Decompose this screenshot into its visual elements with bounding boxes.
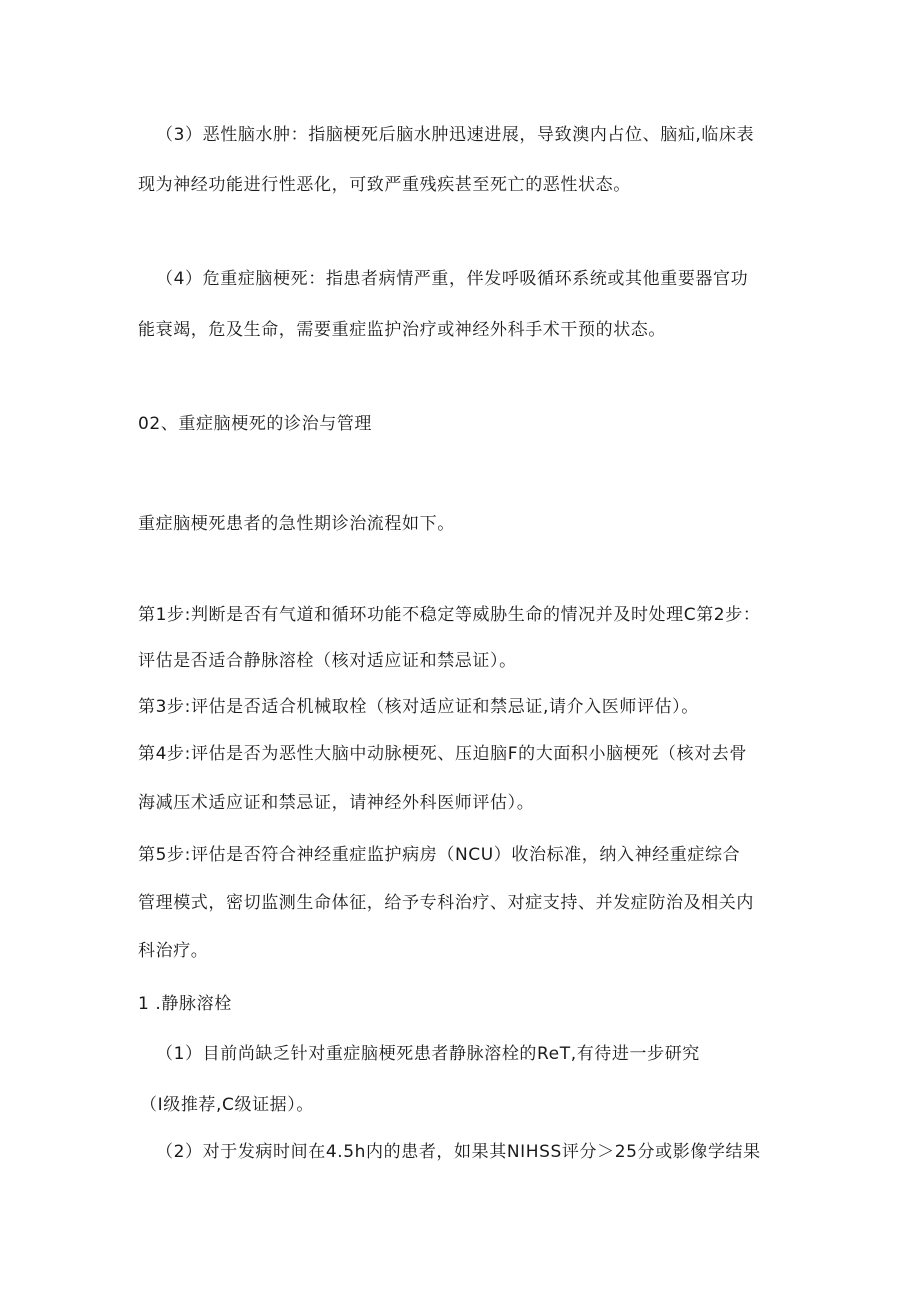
steps-line3: 第3步:评估是否适合机械取栓（核对适应证和禁忌证,请介入医师评估）。 xyxy=(138,697,699,717)
steps-line5: 海减压术适应证和禁忌证，请神经外科医师评估）。 xyxy=(138,793,535,813)
para4-line2: 能衰竭，危及生命，需要重症监护治疗或神经外科手术干预的状态。 xyxy=(138,320,666,340)
intro-paragraph: 重症脑梗死患者的急性期诊治流程如下。 xyxy=(138,514,455,534)
steps-line7: 管理模式，密切监测生命体征，给予专科治疗、对症支持、并发症防治及相关内 xyxy=(138,893,754,913)
para3-line1: （3）恶性脑水肿：指脑梗死后脑水肿迅速进展，导致澳内占位、脑疝,临床表 xyxy=(156,125,755,145)
section2-heading: 02、重症脑梗死的诊治与管理 xyxy=(138,414,373,434)
steps-line2: 评估是否适合静脉溶栓（核对适应证和禁忌证）。 xyxy=(138,651,517,671)
item1-line2: （I级推荐,C级证据）。 xyxy=(140,1095,314,1115)
para4-line1: （4）危重症脑梗死：指患者病情严重，伴发呼吸循环系统或其他重要器官功 xyxy=(156,269,749,289)
steps-line8: 科治疗。 xyxy=(138,941,209,961)
steps-line4: 第4步:评估是否为恶性大脑中动脉梗死、压迫脑F的大面积小脑梗死（核对去骨 xyxy=(138,744,747,764)
item1-line1: （1）目前尚缺乏针对重症脑梗死患者静脉溶栓的ReT,有待进一步研究 xyxy=(156,1044,700,1064)
subsection1-heading: 1 .静脉溶栓 xyxy=(138,994,232,1014)
steps-line1: 第1步:判断是否有气道和循环功能不稳定等威胁生命的情况并及时处理C第2步： xyxy=(138,605,761,625)
para3-line2: 现为神经功能进行性恶化，可致严重残疾甚至死亡的恶性状态。 xyxy=(138,175,631,195)
item2-line1: （2）对于发病时间在4.5h内的患者，如果其NIHSS评分＞25分或影像学结果 xyxy=(156,1142,761,1162)
steps-line6: 第5步:评估是否符合神经重症监护病房（NCU）收治标准，纳入神经重症综合 xyxy=(138,845,741,865)
